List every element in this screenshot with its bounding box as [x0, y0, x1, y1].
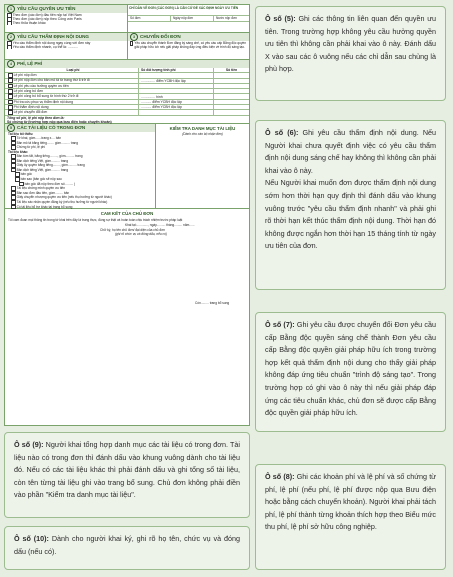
- document-group-label: Tài liệu khác:: [8, 149, 29, 154]
- note-label: Ô số (10):: [14, 534, 49, 543]
- fee-amount[interactable]: [213, 105, 249, 109]
- col-app-no: Số đơn: [130, 16, 141, 20]
- fee-type[interactable]: Phí thẩm định nội dung: [13, 105, 49, 110]
- fee-type[interactable]: Lệ phí nộp đơn cho bản mô tả từ trang thứ 6 trở đi: [13, 78, 90, 83]
- fee-count[interactable]: ........... điểm YCBH độc lập: [138, 100, 213, 104]
- document-item[interactable]: Tờ khai, gồm.......trang x.... bản: [5, 136, 155, 141]
- section-number: 3: [130, 33, 138, 41]
- checkbox-icon: [8, 100, 13, 105]
- document-item[interactable]: bản sao (bản gốc sẽ nộp sau: [5, 177, 155, 182]
- divider: [155, 124, 156, 208]
- check-list-title: KIỂM TRA DANH MỤC TÀI LIỆU: [169, 126, 236, 131]
- section-number: 5: [7, 124, 15, 132]
- note-text: Ghi các thông tin liên quan đến quyền ưu tiên. Trong trường hợp không yêu cầu hưởng quyền ưu tiên thì không cần phải khai vào ô này. Đánh dấu X vào sau các ô vuông nếu các chỉ dẫn sau chủng là phù hợp.: [265, 14, 437, 74]
- checkbox-icon: [8, 73, 13, 78]
- checkbox-icon: [8, 94, 13, 99]
- checkbox-icon: [8, 78, 13, 83]
- signature-label: Chữ ký, họ tên chủ đơn/ đại diện của chủ đơn: [100, 228, 165, 232]
- note-box-8: [255, 464, 446, 570]
- fee-amount[interactable]: [213, 89, 249, 93]
- extra-pages: Còn......... trang bổ sung: [195, 301, 230, 305]
- document-item[interactable]: Bản dịch tiếng Việt, gồm.......... trang: [5, 168, 155, 173]
- priority-option[interactable]: Theo thỏa thuận khác:: [5, 21, 127, 25]
- note-text: Ghi yêu cầu được chuyển đổi Đơn yêu cầu cấp Bằng độc quyền sáng chế thành Đơn yêu cầu cấp Bằng độc quyền giải pháp hữu ích trong trường hợp kết quả thẩm định nội dung cho thấy giải pháp không đáp ứng tiêu chuẩn "trình độ sáng tạo". Trong trường hợp có ghi vào ô này thì nếu giải pháp đáp ứng các tiêu chuẩn khác, chủ đơn sẽ được cấp Bằng độc quyền giải pháp hữu ích.: [265, 320, 436, 418]
- exam-option[interactable]: Yêu cầu thẩm định nội dung ngay cùng với đơn này: [5, 41, 127, 45]
- document-item[interactable]: Bản sao đơn đầu tiên, gồm......... bản: [5, 191, 155, 196]
- fee-type[interactable]: Lệ phí nộp đơn: [13, 73, 37, 78]
- exam-header: [5, 33, 127, 41]
- checkbox-icon: [8, 89, 13, 94]
- documents-header: [5, 124, 155, 132]
- commitment-title: CAM KẾT CỦA CHỦ ĐƠN: [100, 211, 154, 216]
- priority-option[interactable]: Theo đơn (các đơn) đầu tiên nộp tại Việt Nam: [5, 13, 127, 17]
- document-item[interactable]: Tài liệu chứng minh quyền ưu tiên: [5, 186, 155, 191]
- note-label: Ô số (7):: [265, 320, 295, 329]
- fee-count[interactable]: [138, 73, 213, 77]
- fee-amount[interactable]: [213, 100, 249, 104]
- checkbox-icon: [130, 41, 133, 46]
- fee-amount[interactable]: [213, 110, 249, 114]
- application-form: [4, 4, 250, 426]
- fees-table-header: Loại phí Số đối tượng tính phí Số tiền: [5, 68, 249, 73]
- note-text: Dành cho người khai ký, ghi rõ họ tên, chức vụ và đóng dấu (nếu có).: [14, 534, 241, 556]
- checkbox-icon: [7, 45, 12, 49]
- checkbox-icon: [8, 84, 13, 89]
- fee-type[interactable]: Lệ phí công bố đơn: [13, 89, 43, 94]
- exam-section: [5, 33, 249, 60]
- fee-type[interactable]: Lệ phí yêu cầu hưởng quyền ưu tiên: [13, 83, 69, 88]
- section-number: 2: [7, 33, 15, 41]
- document-item[interactable]: Giấy chuyển nhượng quyền ưu tiên (nếu thụ hưởng từ người khác): [5, 195, 155, 200]
- priority-section: [5, 5, 249, 33]
- document-item[interactable]: Giấy ủy quyền bằng tiếng........, gồm.......... trang: [5, 163, 155, 168]
- note-label: Ô số (8):: [265, 472, 295, 481]
- exam-option[interactable]: Yêu cầu thẩm định nhanh, cụ thể là: ...........: [5, 45, 127, 49]
- col-country: Nước nộp đơn: [213, 16, 249, 21]
- fee-amount[interactable]: [213, 94, 249, 98]
- document-group-label: Tài liệu tối thiểu:: [8, 132, 34, 136]
- checkbox-icon: [8, 105, 13, 110]
- priority-title: YÊU CẦU QUYỀN ƯU TIÊN: [17, 6, 76, 12]
- note-text: Ghi các khoản phí và lệ phí và số chứng từ phí, lệ phí (nếu phí, lệ phí được nộp qua Bưu điện hoặc bằng cách chuyển khoản). Người khai phải tách phí, lệ phí thành từng khoản thích hợp theo Biểu mức thu phí, lệ phí sở hữu công nghiệp.: [265, 472, 436, 532]
- note-box-6: [255, 120, 446, 290]
- note-text: Ghi yêu cầu thẩm định nội dung. Nếu Người khai chưa quyết định việc có yêu cầu thẩm định nội dung sáng chế hay không thì không cần phải khai vào ô này.: [265, 128, 437, 175]
- fees-total: Tổng số phí, lệ phí nộp theo đơn là:: [7, 115, 65, 120]
- fee-count[interactable]: [138, 110, 213, 114]
- document-item[interactable]: Chứng từ phí, lệ phí: [5, 145, 155, 150]
- note-label: Ô số (6):: [265, 128, 299, 137]
- signature-sub: (ghi rõ chức vụ và đóng dấu, nếu có): [115, 232, 167, 236]
- document-item[interactable]: Bản dịch tiếng Việt, gồm.......... trang: [5, 159, 155, 164]
- conversion-title: CHUYỂN ĐỔI ĐƠN: [140, 34, 181, 40]
- document-item[interactable]: Bản tóm tắt, bằng tiếng........., gồm.......... trang: [5, 154, 155, 159]
- fee-count[interactable]: ............... điểm YCBH độc lập: [138, 79, 213, 83]
- note-box-7: [255, 312, 446, 432]
- note-label: Ô số (5):: [265, 14, 296, 23]
- note-box-9: [4, 432, 250, 518]
- priority-ref-header: CHỈ DẪN VỀ ĐƠN (CÁC ĐƠN) LÀ CĂN CỨ ĐỂ XÁC ĐỊNH NGÀY ƯU TIÊN: [129, 6, 239, 10]
- commitment-section: [5, 209, 249, 425]
- section-number: 1: [7, 5, 15, 13]
- document-item[interactable]: bản gốc: [5, 172, 155, 177]
- note-label: Ô số (9):: [14, 440, 44, 449]
- col-filing-date: Ngày nộp đơn: [170, 16, 213, 21]
- conversion-option[interactable]: Yêu cầu chuyển thành Đơn đăng ký sáng chế, có yêu cầu cấp Bằng độc quyền giải pháp hữu ích nếu giải pháp không đáp ứng điều kiện về trình độ sáng tạo.: [128, 41, 249, 49]
- fee-type[interactable]: Lệ phí công bố bổ sung từ hình thứ 2 trở đi: [13, 94, 79, 99]
- fee-amount[interactable]: [213, 73, 249, 77]
- fee-count[interactable]: [138, 89, 213, 93]
- section-number: 4: [7, 60, 15, 68]
- documents-section: [5, 124, 249, 209]
- priority-option[interactable]: Theo đơn (các đơn) nộp theo Công ước Paris: [5, 17, 127, 21]
- fees-header: [5, 60, 249, 68]
- note-box-10: [4, 526, 250, 570]
- exam-title: YÊU CẦU THẨM ĐỊNH NỘI DUNG: [17, 34, 89, 40]
- fee-count[interactable]: [138, 84, 213, 88]
- documents-title: CÁC TÀI LIỆU CÓ TRONG ĐƠN: [17, 125, 86, 131]
- fee-amount[interactable]: [213, 84, 249, 88]
- commitment-text: Tôi cam đoan mọi thông tin trong tờ khai trên đây là trung thực, đúng sự thật và hoàn toàn chịu trách nhiệm trước pháp luật: [8, 217, 183, 222]
- note-text: Nếu Người khai muốn đơn được thẩm định nội dung sớm hơn thời hạn quy định thì đánh dấu vào khung vuông trước "yêu cầu thẩm định nhanh" và phải ghi rõ thời hạn kết thúc thẩm định nội dung. Thời hạn đó không được ngắn hơn thời hạn 15 tháng tính từ ngày ưu tiên của đơn.: [265, 178, 436, 251]
- checkbox-icon: [7, 21, 12, 25]
- fee-type[interactable]: Phí tra cứu phục vụ thẩm định nội dung: [13, 99, 73, 104]
- note-box-5: [255, 6, 446, 101]
- fee-type[interactable]: Lệ phí chuyển đổi đơn: [13, 110, 48, 115]
- fees-voucher: Số chứng từ (trường hợp nộp qua bưu điện hoặc chuyển khoản): [7, 119, 112, 124]
- fee-amount[interactable]: [213, 79, 249, 83]
- conversion-header: [128, 33, 249, 41]
- document-item[interactable]: Có tài liệu bổ trợ khác tại trang bổ sung: [5, 205, 155, 210]
- fee-count[interactable]: ........... điểm YCBH độc lập: [138, 105, 213, 109]
- document-item[interactable]: Tài liệu xác nhận quyền đăng ký (nếu thụ hưởng từ người khác): [5, 200, 155, 205]
- priority-header: [5, 5, 127, 13]
- check-list-subtitle: (Dành cho cán bộ nhận đơn): [182, 131, 223, 136]
- note-text: Người khai tổng hợp danh mục các tài liệu có trong đơn. Tài liệu nào có trong đơn thì đánh dấu vào khung vuông dành cho tài liệu đó. Nếu có các tài liệu khác thì phải đánh dấu và ghi tổng số tài liệu, còn tên từng tài liệu ghi vào trang bổ sung. Chủ đơn không phải điền vào phần "Kiểm tra danh mục tài liệu".: [14, 440, 240, 500]
- commitment-date[interactable]: Khai tại:............., ngày.......... tháng......... năm......: [125, 223, 195, 227]
- checkbox-icon: [8, 110, 13, 115]
- fees-title: PHÍ, LỆ PHÍ: [17, 61, 43, 67]
- document-item[interactable]: bản gốc đã nộp theo đơn số:......... ): [5, 182, 155, 187]
- fee-count[interactable]: ............... hình: [138, 94, 213, 98]
- document-item[interactable]: Bản mô tả bằng tiếng........ gồm.......... trang: [5, 141, 155, 146]
- fees-section: [5, 60, 249, 124]
